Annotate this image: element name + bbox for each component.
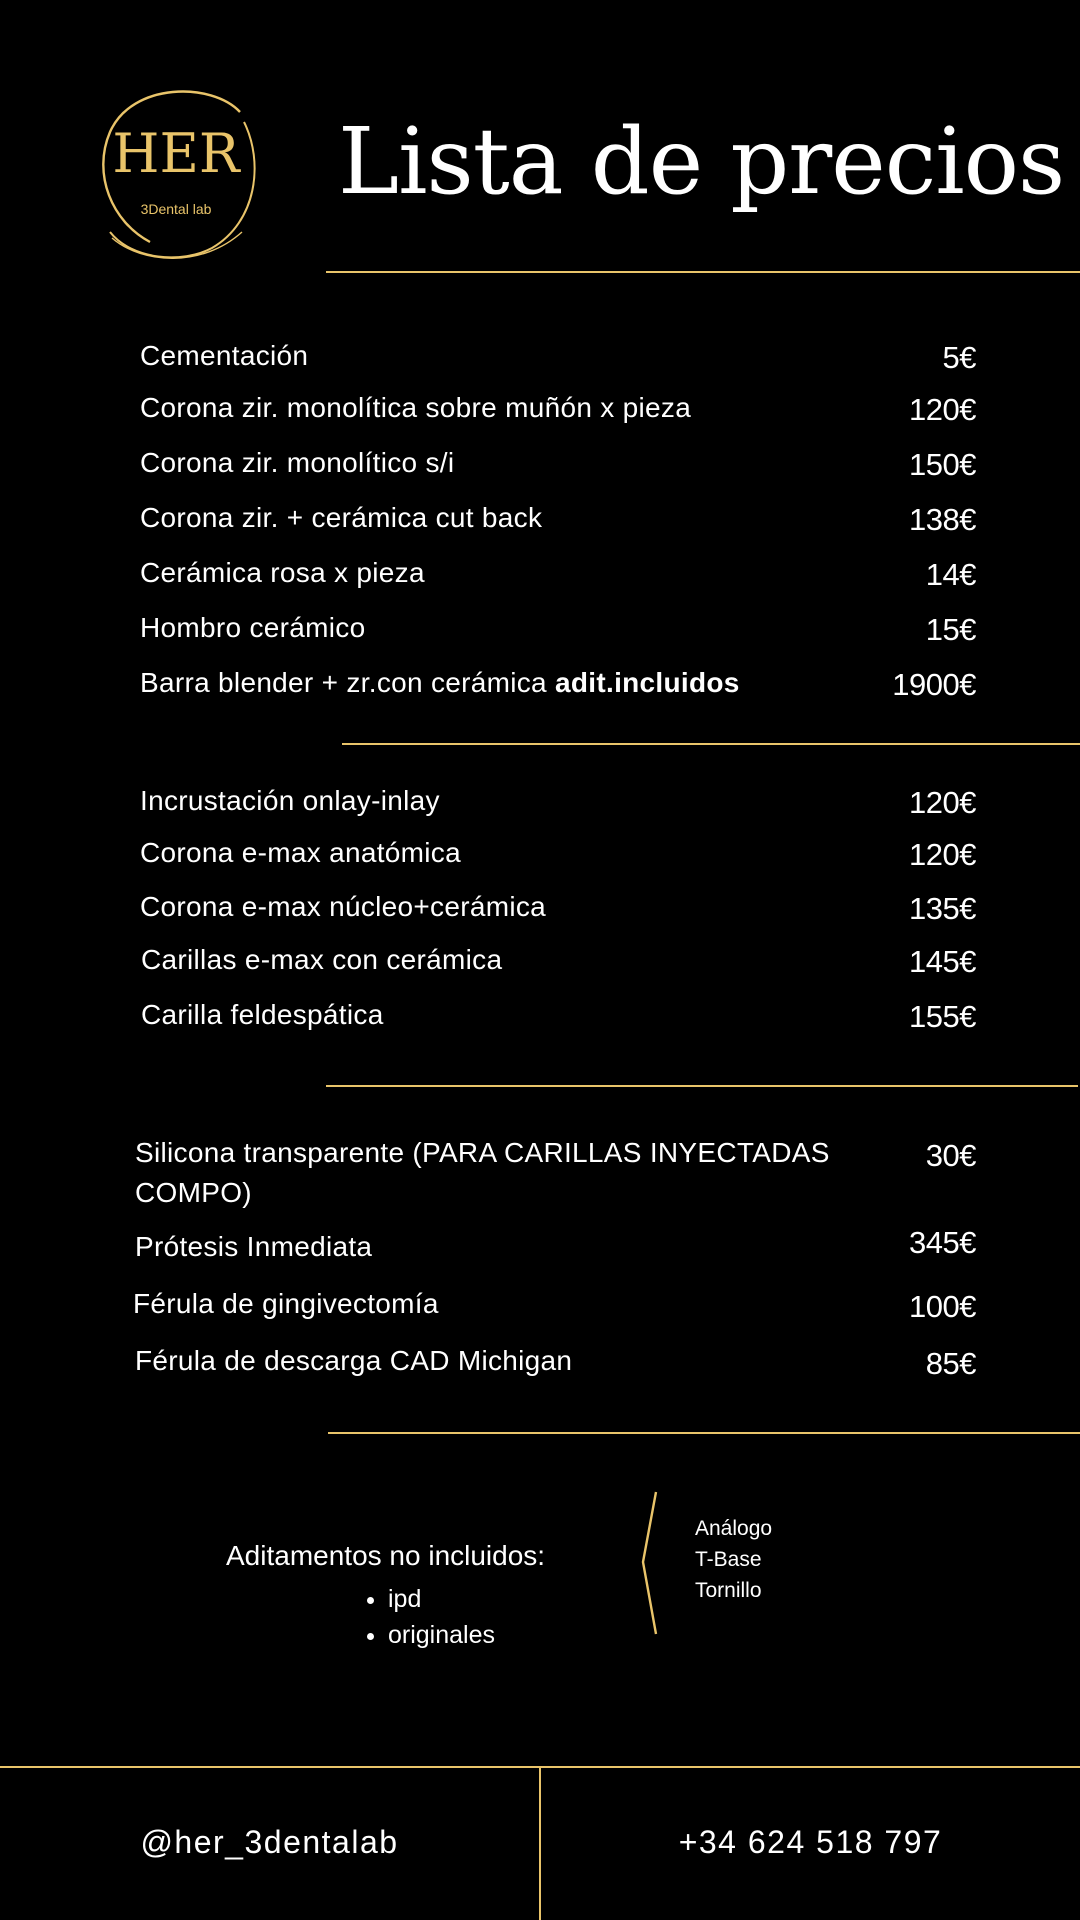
price-item-value: 145€ <box>909 944 976 979</box>
price-item-name: Cerámica rosa x pieza <box>140 557 425 588</box>
parts-list <box>695 1513 772 1606</box>
instagram-handle[interactable]: @her_3dentalab <box>140 1824 399 1860</box>
price-item-value: 15€ <box>925 612 976 647</box>
price-item-value: 138€ <box>909 502 976 537</box>
price-item-name: Hombro cerámico <box>140 612 366 643</box>
phone-number[interactable]: +34 624 518 797 <box>678 1824 943 1860</box>
divider <box>326 1085 1078 1087</box>
price-item-value: 155€ <box>909 999 976 1034</box>
price-item-name: Corona zir. + cerámica cut back <box>140 502 543 533</box>
accessories-list <box>366 1581 495 1653</box>
logo-brand: HER <box>112 122 240 185</box>
divider <box>342 743 1080 745</box>
price-item-name: Carillas e-max con cerámica <box>141 944 503 975</box>
price-item-name: Corona e-max anatómica <box>140 837 461 868</box>
logo-emblem <box>92 82 262 264</box>
parts-list-item: Análogo <box>695 1517 773 1540</box>
price-item-value: 85€ <box>925 1346 976 1381</box>
price-item-name-line: COMPO) <box>135 1177 252 1208</box>
divider <box>326 271 1080 273</box>
price-item-value: 1900€ <box>892 667 976 702</box>
page-title: Lista de precios <box>338 108 1065 215</box>
price-item-value: 135€ <box>909 891 976 926</box>
accessories-list-item: • ipd <box>388 1581 495 1617</box>
price-item-note: adit.incluidos <box>555 667 740 698</box>
price-item-name: Corona zir. monolítico s/i <box>140 447 455 478</box>
price-item-name: Incrustación onlay-inlay <box>140 785 440 816</box>
price-item-name <box>135 1133 830 1213</box>
price-item-value: 120€ <box>909 837 976 872</box>
price-item-name: Férula de gingivectomía <box>133 1288 439 1319</box>
price-item-name: Corona e-max núcleo+cerámica <box>140 891 547 922</box>
price-item-name: Cementación <box>140 340 309 371</box>
price-item-value: 345€ <box>909 1225 976 1260</box>
accessories-title: Aditamentos no incluidos: <box>226 1540 546 1571</box>
price-item-name-text: Barra blender + zr.con cerámica <box>140 667 556 698</box>
logo-subtitle: 3Dental lab <box>140 201 212 217</box>
price-item-value: 5€ <box>942 340 976 375</box>
price-item-value: 100€ <box>909 1289 976 1324</box>
price-item-name: Prótesis Inmediata <box>135 1231 373 1262</box>
parts-list-item: Tornillo <box>695 1579 762 1602</box>
price-item-value: 30€ <box>925 1138 976 1173</box>
price-item-name: Carilla feldespática <box>141 999 384 1030</box>
price-item-name-line: Silicona transparente (PARA CARILLAS INYECTADAS <box>135 1137 830 1168</box>
price-item-name: Férula de descarga CAD Michigan <box>135 1345 573 1376</box>
divider <box>328 1432 1080 1434</box>
parts-list-item: T-Base <box>695 1548 762 1571</box>
brand-logo <box>92 82 262 264</box>
price-item-value: 150€ <box>909 447 976 482</box>
price-item-value: 120€ <box>909 392 976 427</box>
accessories-list-item: • originales <box>388 1617 495 1653</box>
price-item-name: Corona zir. monolítica sobre muñón x pieza <box>140 392 692 423</box>
bracket-icon <box>636 1490 666 1636</box>
price-item-name <box>140 667 740 699</box>
price-item-value: 14€ <box>925 557 976 592</box>
price-item-value: 120€ <box>909 785 976 820</box>
